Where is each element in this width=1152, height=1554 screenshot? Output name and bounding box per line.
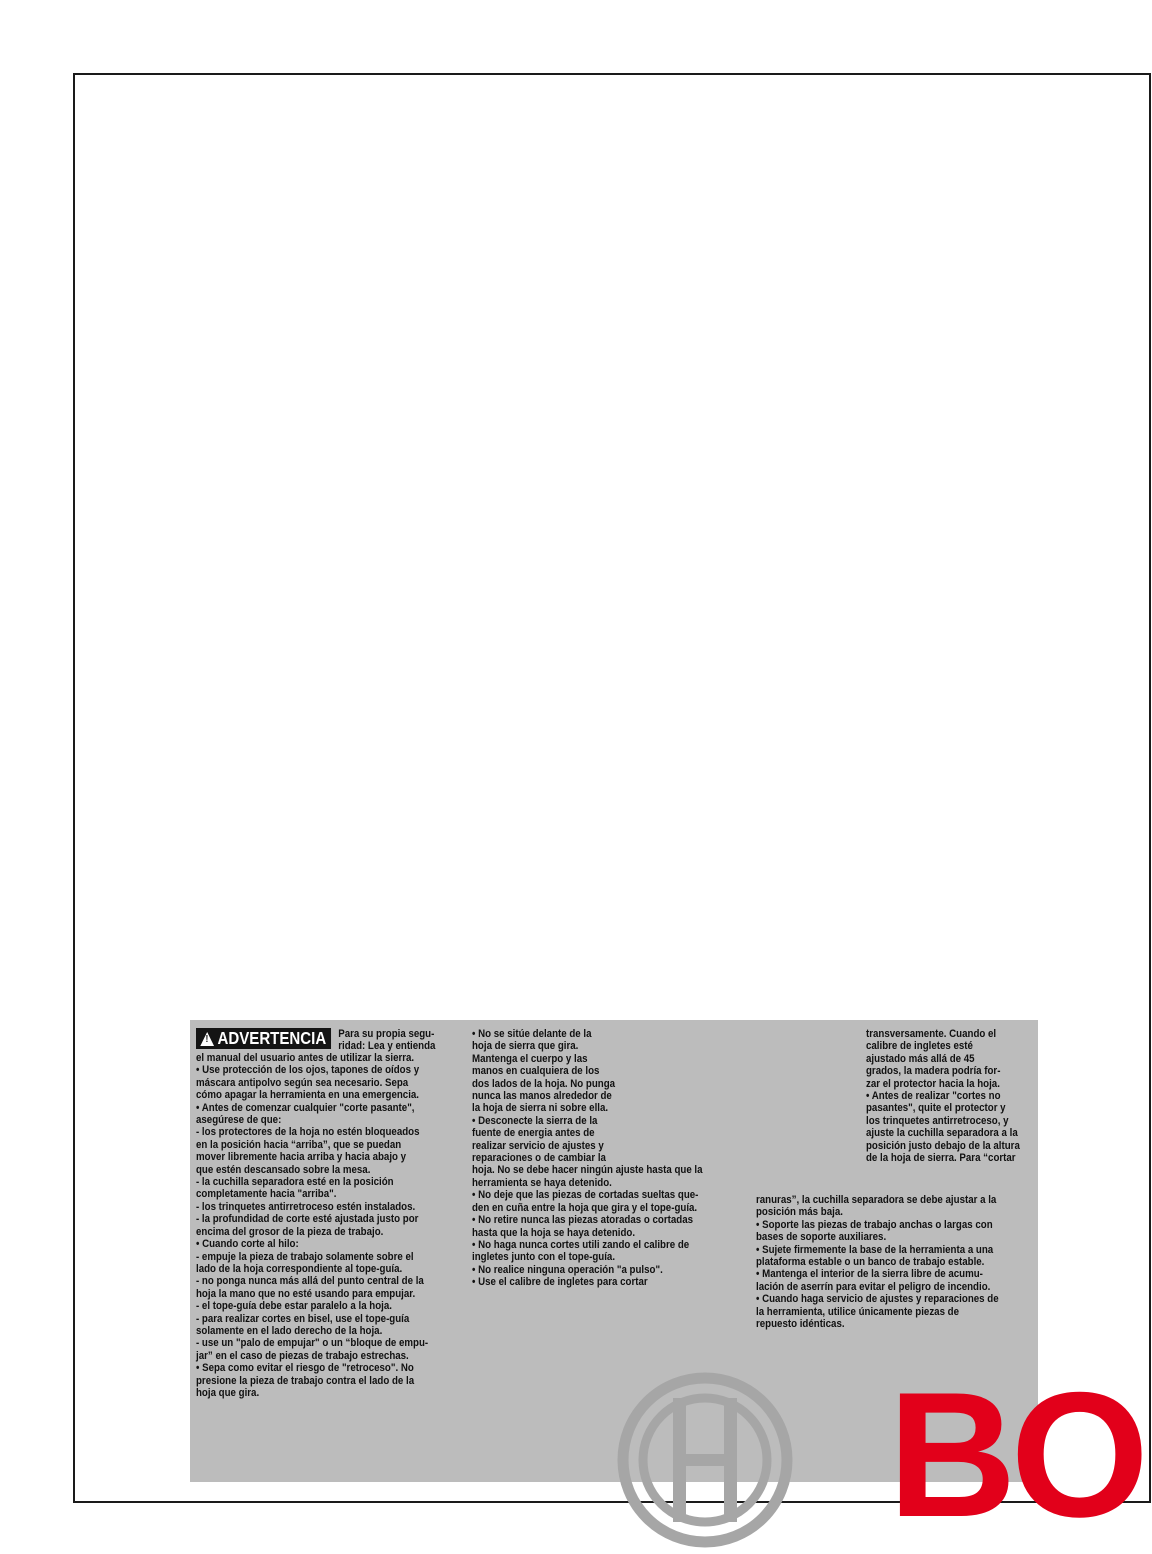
warning-text-line: • No haga nunca cortes utili zando el calibre de [472,1238,690,1251]
warning-text-line: ajuste la cuchilla separadora a la [866,1127,1018,1140]
warning-text-line: • No deje que las piezas de cortadas sueltas que- [472,1189,699,1202]
warning-column-1 [196,1028,464,1399]
warning-intro-line: Para su propia segu- [338,1028,435,1040]
warning-text-line: - para realizar cortes en bisel, use el tope-guía [196,1312,410,1325]
warning-text-line: • Desconecte la sierra de la [472,1114,598,1127]
warning-text-line: de la hoja de sierra. Para “cortar [866,1152,1016,1165]
warning-text-line: • Use el calibre de ingletes para cortar [472,1276,648,1289]
warning-intro-line: ridad: Lea y entienda [338,1040,436,1053]
warning-text-line: hasta que la hoja se haya detenido. [472,1226,636,1239]
warning-text-line: transversamente. Cuando el [866,1028,997,1040]
warning-text-line: • Antes de realizar "cortes no [866,1090,1001,1103]
warning-text-line: dos lados de la hoja. No punga [472,1077,616,1090]
warning-text-line: la herramienta, utilice únicamente piezas de [756,1305,960,1318]
warning-text-line: ajustado más allá de 45 [866,1052,975,1065]
bosch-armature-logo-icon [615,1370,795,1550]
warning-text-line: pasantes", quite el protector y [866,1102,1006,1115]
warning-text-line: plataforma estable o un banco de trabajo estable. [756,1256,985,1269]
warning-text-line: la hoja de sierra ni sobre ella. [472,1102,609,1115]
warning-text-line: • No se sitúe delante de la [472,1028,592,1040]
warning-text-line: lado de la hoja correspondiente al tope-guía. [196,1262,403,1275]
warning-text-line: • Mantenga el interior de la sierra libre de acumu- [756,1268,983,1281]
warning-text-line: hoja de sierra que gira. [472,1040,579,1053]
warning-text-line: asegúrese de que: [196,1114,282,1127]
warning-text-line: solamente en el lado derecho de la hoja. [196,1324,383,1337]
warning-text-line: reparaciones o de cambiar la [472,1152,606,1165]
warning-text-line: Mantenga el cuerpo y las [472,1052,588,1065]
warning-text-line: - la cuchilla separadora esté en la posición [196,1176,394,1189]
advertencia-badge [196,1028,331,1049]
warning-text-line: - use un "palo de empujar" o un “bloque de empu- [196,1337,429,1350]
warning-text-line: • Sepa como evitar el riesgo de "retroceso". No [196,1362,414,1375]
warning-text-line: máscara antipolvo según sea necesario. Sepa [196,1076,409,1089]
warning-text-line: realizar servicio de ajustes y [472,1139,604,1152]
warning-text-line: hoja que gira. [196,1386,260,1399]
warning-text-line: den en cuña entre la hoja que gira y el tope-guía. [472,1201,698,1214]
warning-text-line: - los trinquetes antirretroceso estén instalados. [196,1200,416,1213]
warning-text-line: • Use protección de los ojos, tapones de oídos y [196,1064,420,1077]
warning-text-line: - el tope-guía debe estar paralelo a la hoja. [196,1300,392,1313]
warning-text-line: - empuje la pieza de trabajo solamente sobre el [196,1250,414,1263]
warning-column-2 [472,1028,747,1289]
warning-text-line: ingletes junto con el tope-guía. [472,1251,616,1264]
warning-column-3-top [866,1028,1038,1164]
warning-text-line: posición justo debajo de la altura [866,1139,1020,1152]
warning-text-line: cómo apagar la herramienta en una emergencia. [196,1089,420,1102]
warning-text-line: • Cuando corte al hilo: [196,1238,299,1251]
warning-text-line: manos en cualquiera de los [472,1065,600,1078]
advertencia-label: ADVERTENCIA [217,1028,327,1048]
warning-text-line: ranuras”, la cuchilla separadora se debe ajustar a la [756,1194,997,1206]
warning-text-line: • Sujete firmemente la base de la herramienta a una [756,1243,994,1256]
warning-text-line: - no ponga nunca más allá del punto central de la [196,1275,424,1288]
warning-text-line: hoja. No se debe hacer ningún ajuste hasta que la [472,1164,703,1177]
warning-text-line: • Antes de comenzar cualquier "corte pasante", [196,1101,415,1114]
warning-text-line: - la profundidad de corte esté ajustada justo por [196,1213,419,1226]
warning-text-line: mover libremente hacia arriba y hacia abajo y [196,1151,407,1164]
warning-text-line: nunca las manos alrededor de [472,1090,612,1103]
warning-text-line: • Cuando haga servicio de ajustes y reparaciones de [756,1293,999,1306]
warning-text-line: - los protectores de la hoja no estén bloqueados [196,1126,420,1139]
warning-text-line: grados, la madera podría for- [866,1065,1001,1078]
warning-text-line: • Soporte las piezas de trabajo anchas o largas con [756,1218,993,1231]
warning-text-line: bases de soporte auxiliares. [756,1231,887,1244]
warning-text-line: hoja la mano que no esté usando para empujar. [196,1287,416,1300]
warning-text-line: presione la pieza de trabajo contra el lado de la [196,1374,415,1387]
warning-triangle-icon: ! [200,1032,214,1046]
warning-text-line: fuente de energia antes de [472,1127,595,1140]
warning-column-3 [756,1194,1048,1330]
warning-text-line: • No retire nunca las piezas atoradas o cortadas [472,1214,694,1227]
warning-text-line: repuesto idénticas. [756,1318,845,1331]
warning-text-line: lación de aserrín para evitar el peligro de incendio. [756,1280,991,1293]
warning-header [196,1028,464,1052]
warning-text-line: los trinquetes antirretroceso, y [866,1114,1009,1127]
warning-text-line: en la posición hacia “arriba”, que se puedan [196,1138,402,1151]
warning-text-line: que estén descansado sobre la mesa. [196,1163,371,1176]
warning-text-line: jar” en el caso de piezas de trabajo estrechas. [196,1349,409,1362]
warning-text-line: encima del grosor de la pieza de trabajo. [196,1225,384,1238]
warning-intro [338,1028,435,1053]
warning-text-line: posición más baja. [756,1206,843,1219]
warning-text-line: calibre de ingletes esté [866,1040,973,1053]
bosch-wordmark: BO [888,1355,1143,1554]
warning-text-line: completamente hacia "arriba". [196,1188,337,1201]
warning-text-line: zar el protector hacia la hoja. [866,1077,1000,1090]
warning-text-line: • No realice ninguna operación "a pulso". [472,1263,663,1276]
warning-text-line: el manual del usuario antes de utilizar la sierra. [196,1052,415,1064]
warning-label-panel [190,1020,1143,1554]
warning-text-line: herramienta se haya detenido. [472,1176,612,1189]
